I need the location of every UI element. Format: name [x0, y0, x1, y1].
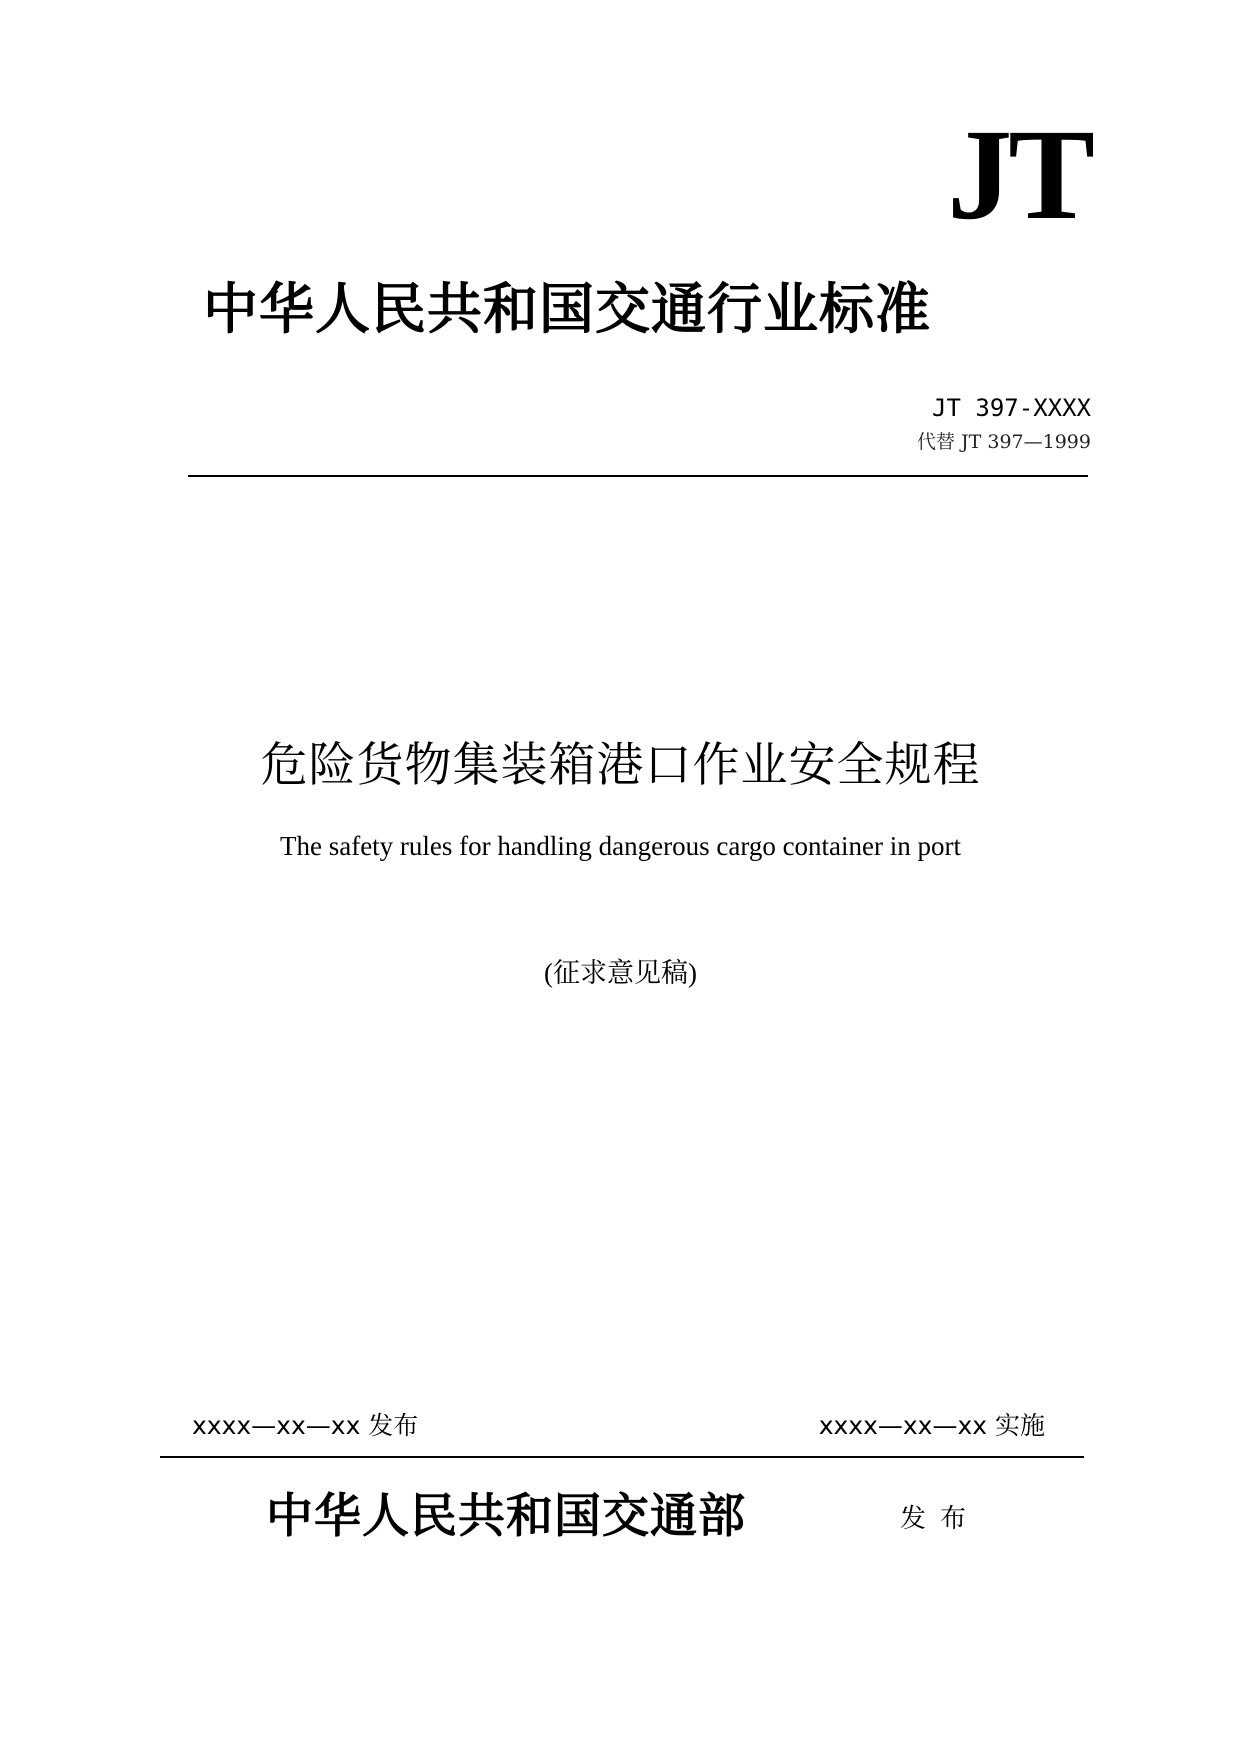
issuer-action: 发布 [900, 1504, 981, 1534]
issuing-authority: 中华人民共和国交通部 [266, 1489, 746, 1544]
industry-standard-title: 中华人民共和国交通行业标准 [203, 277, 932, 341]
publish-date: xxxx—xx—xx 发布 [192, 1411, 419, 1440]
replaces-standard: 代替 JT 397—1999 [917, 431, 1091, 453]
document-title-chinese: 危险货物集装箱港口作业安全规程 [260, 738, 981, 793]
jt-logo: JT [947, 103, 1091, 247]
header-divider [188, 475, 1088, 477]
footer-divider [160, 1456, 1084, 1458]
draft-note: (征求意见稿) [544, 958, 697, 988]
standard-code: JT 397-XXXX [932, 394, 1091, 422]
document-title-english: The safety rules for handling dangerous cargo container in port [279, 831, 962, 861]
implement-date: xxxx—xx—xx 实施 [818, 1411, 1045, 1440]
